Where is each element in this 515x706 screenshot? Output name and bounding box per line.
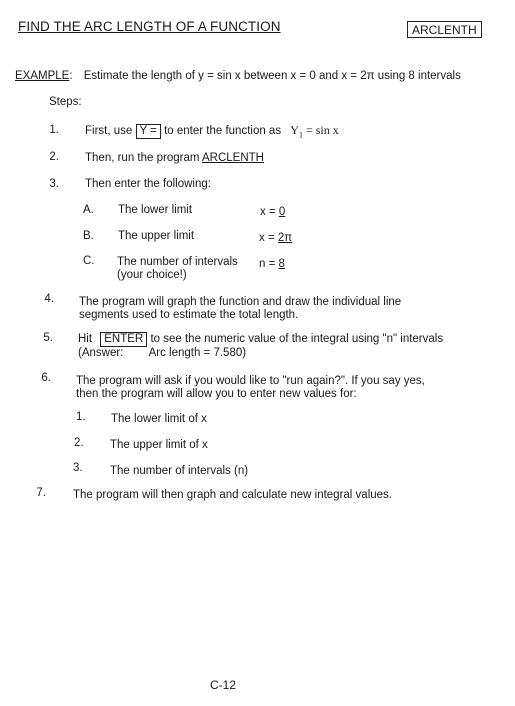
- function-rest: = sin x: [305, 123, 339, 137]
- step-1-mid: to enter the function as: [164, 125, 282, 137]
- step-5-number: 5.: [43, 332, 53, 344]
- step-6-3-number: 3.: [73, 462, 83, 474]
- step-6-1-text: The lower limit of x: [111, 413, 207, 425]
- program-name: ARCLENTH: [201, 152, 264, 164]
- step-1-number: 1.: [49, 124, 59, 136]
- step-4-line-1: The program will graph the function and draw the individual line: [79, 296, 402, 308]
- step-3a-label: The lower limit: [118, 204, 193, 216]
- enter-key: ENTER: [100, 332, 147, 347]
- steps-label: Steps:: [49, 96, 82, 108]
- page-title: FIND THE ARC LENGTH OF A FUNCTION: [18, 19, 281, 34]
- step-3c-value: [259, 258, 285, 270]
- step-1: [85, 123, 339, 139]
- function-expression: [290, 123, 339, 140]
- value: 0: [278, 206, 286, 218]
- function-y: Y: [290, 123, 299, 137]
- answer-label: (Answer:: [78, 347, 124, 359]
- step-2-number: 2.: [49, 151, 59, 163]
- step-6-1-number: 1.: [76, 411, 86, 423]
- step-3b-value: [259, 232, 292, 244]
- example-text: Estimate the length of y = sin x between x = 0 and x = 2π using 8 intervals: [83, 70, 461, 82]
- step-6-number: 6.: [41, 372, 51, 384]
- step-1-pre: First, use: [85, 125, 133, 137]
- example-line: [15, 70, 461, 82]
- example-label: EXAMPLE: [15, 70, 70, 82]
- step-3c-label-note: (your choice!): [117, 269, 187, 281]
- value-prefix: n =: [259, 258, 279, 270]
- step-7-number: 7.: [36, 487, 46, 499]
- step-3c-letter: C.: [83, 255, 95, 267]
- function-subscript: 1: [298, 130, 303, 140]
- step-2: [85, 152, 264, 164]
- step-3-number: 3.: [49, 178, 59, 190]
- page-number: C-12: [210, 678, 237, 692]
- step-6-line-2: then the program will allow you to enter new values for:: [76, 388, 357, 400]
- answer-value: Arc length = 7.580): [148, 347, 247, 359]
- step-4-number: 4.: [44, 293, 54, 305]
- value: 8: [278, 258, 285, 270]
- step-7-text: The program will then graph and calculate new integral values.: [73, 489, 392, 501]
- example-colon: :: [69, 70, 73, 82]
- step-3b-label: The upper limit: [118, 230, 195, 242]
- step-6-3-text: The number of intervals (n): [110, 465, 249, 477]
- step-5: [78, 332, 443, 347]
- step-5-answer: [78, 347, 246, 359]
- step-5-pre: Hit: [78, 333, 93, 345]
- step-3c-label: The number of intervals: [117, 256, 238, 268]
- step-2-pre: Then, run the program: [85, 152, 200, 164]
- value-prefix: x =: [259, 232, 278, 244]
- value-prefix: x =: [260, 206, 279, 218]
- step-3a-letter: A.: [83, 204, 94, 216]
- step-5-post: to see the numeric value of the integral using "n" intervals: [150, 333, 444, 345]
- step-6-line-1: The program will ask if you would like to "run again?". If you say yes,: [76, 375, 425, 387]
- step-3-text: Then enter the following:: [85, 178, 211, 190]
- step-4-line-2: segments used to estimate the total length.: [79, 309, 299, 321]
- value: 2π: [277, 232, 293, 244]
- step-6-2-number: 2.: [74, 437, 84, 449]
- step-3a-value: [260, 206, 285, 218]
- y-equals-key: Y =: [136, 124, 161, 139]
- step-3b-letter: B.: [83, 230, 94, 242]
- step-6-2-text: The upper limit of x: [110, 439, 208, 451]
- program-tag: ARCLENTH: [407, 21, 482, 38]
